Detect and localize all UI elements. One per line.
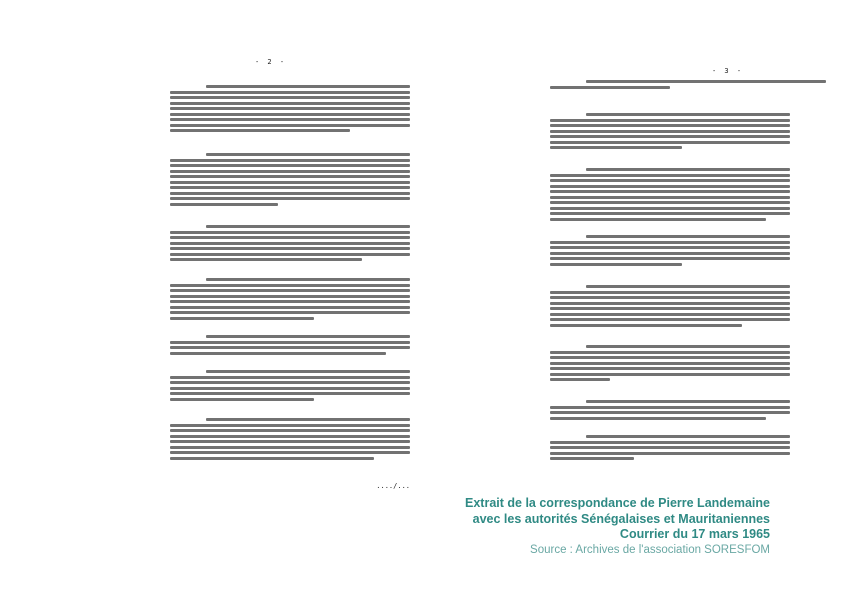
text-line xyxy=(170,247,410,250)
text-line xyxy=(550,252,790,255)
text-line xyxy=(550,146,682,149)
text-line xyxy=(170,311,410,314)
paragraph xyxy=(170,278,410,320)
text-line xyxy=(170,306,410,309)
paragraph xyxy=(550,80,790,89)
text-line xyxy=(550,417,766,420)
text-line xyxy=(170,317,314,320)
text-line xyxy=(170,181,410,184)
text-line xyxy=(550,130,790,133)
paragraph xyxy=(170,85,410,132)
text-line xyxy=(206,418,410,421)
text-line xyxy=(550,373,790,376)
text-line xyxy=(170,102,410,105)
text-line xyxy=(170,159,410,162)
text-line xyxy=(550,263,682,266)
caption-title-line-1: Extrait de la correspondance de Pierre Landemaine xyxy=(465,496,770,510)
text-line xyxy=(170,175,410,178)
text-line xyxy=(550,185,790,188)
text-line xyxy=(550,135,790,138)
text-line xyxy=(550,86,670,89)
text-line xyxy=(550,367,790,370)
text-line xyxy=(550,196,790,199)
text-line xyxy=(206,153,410,156)
text-line xyxy=(550,257,790,260)
text-line xyxy=(586,168,790,171)
text-line xyxy=(550,212,790,215)
text-line xyxy=(170,107,410,110)
text-line xyxy=(170,231,410,234)
figure-caption xyxy=(465,496,770,558)
text-line xyxy=(170,197,410,200)
text-line xyxy=(170,446,410,449)
text-line xyxy=(206,278,410,281)
text-line xyxy=(550,124,790,127)
text-line xyxy=(170,346,410,349)
text-line xyxy=(550,446,790,449)
text-line xyxy=(206,85,410,88)
text-line xyxy=(170,440,410,443)
text-line xyxy=(170,387,410,390)
continuation-mark: ..../... xyxy=(376,482,410,490)
text-line xyxy=(170,300,410,303)
text-line xyxy=(550,406,790,409)
text-line xyxy=(170,352,386,355)
text-line xyxy=(170,236,410,239)
text-line xyxy=(550,457,634,460)
text-line xyxy=(550,411,790,414)
text-line xyxy=(550,201,790,204)
text-line xyxy=(550,174,790,177)
paragraph xyxy=(170,153,410,206)
text-line xyxy=(170,435,410,438)
paragraph xyxy=(550,168,790,221)
text-line xyxy=(550,356,790,359)
text-line xyxy=(550,218,766,221)
text-line xyxy=(206,335,410,338)
caption-date: Courrier du 17 mars 1965 xyxy=(619,527,770,541)
caption-title-line-2: avec les autorités Sénégalaises et Mauritaniennes xyxy=(472,511,770,526)
text-line xyxy=(206,370,410,373)
text-line xyxy=(550,318,790,321)
paragraph xyxy=(550,400,790,420)
text-line xyxy=(170,284,410,287)
text-line xyxy=(170,118,410,121)
text-line xyxy=(170,170,410,173)
text-line xyxy=(550,291,790,294)
text-line xyxy=(550,324,742,327)
text-line xyxy=(170,457,374,460)
text-line xyxy=(206,225,410,228)
text-line xyxy=(170,186,410,189)
text-line xyxy=(170,341,410,344)
text-line xyxy=(550,241,790,244)
paragraph xyxy=(550,113,790,149)
text-line xyxy=(170,192,410,195)
text-line xyxy=(170,96,410,99)
text-line xyxy=(170,253,410,256)
text-line xyxy=(586,113,790,116)
text-line xyxy=(586,285,790,288)
text-line xyxy=(170,124,410,127)
letter-page-2 xyxy=(170,0,410,500)
text-line xyxy=(550,246,790,249)
text-line xyxy=(586,80,826,83)
text-line xyxy=(550,351,790,354)
text-line xyxy=(586,435,790,438)
text-line xyxy=(170,129,350,132)
text-line xyxy=(550,362,790,365)
text-line xyxy=(550,452,790,455)
text-line xyxy=(170,91,410,94)
text-line xyxy=(550,190,790,193)
letter-page-3 xyxy=(550,0,790,500)
text-line xyxy=(170,258,362,261)
paragraph xyxy=(170,225,410,261)
paragraph xyxy=(550,235,790,266)
text-line xyxy=(170,164,410,167)
caption-source: Source : Archives de l'association SORESFOM xyxy=(530,543,770,556)
page-number: - 2 - xyxy=(255,58,287,66)
text-line xyxy=(170,376,410,379)
text-line xyxy=(586,235,790,238)
paragraph xyxy=(170,335,410,355)
paragraph xyxy=(550,285,790,327)
text-line xyxy=(550,207,790,210)
paragraph xyxy=(550,345,790,381)
text-line xyxy=(170,113,410,116)
page-number: - 3 - xyxy=(712,67,744,75)
paragraph xyxy=(550,435,790,460)
text-line xyxy=(586,400,790,403)
text-line xyxy=(170,451,410,454)
text-line xyxy=(170,392,410,395)
text-line xyxy=(170,429,410,432)
text-line xyxy=(170,289,410,292)
text-line xyxy=(550,296,790,299)
paragraph xyxy=(170,418,410,460)
paragraph xyxy=(170,370,410,401)
text-line xyxy=(170,203,278,206)
text-line xyxy=(550,307,790,310)
text-line xyxy=(170,398,314,401)
text-line xyxy=(550,378,610,381)
text-line xyxy=(170,295,410,298)
text-line xyxy=(170,381,410,384)
text-line xyxy=(170,242,410,245)
text-line xyxy=(550,179,790,182)
text-line xyxy=(586,345,790,348)
text-line xyxy=(550,313,790,316)
text-line xyxy=(550,441,790,444)
text-line xyxy=(550,141,790,144)
text-line xyxy=(170,424,410,427)
text-line xyxy=(550,119,790,122)
text-line xyxy=(550,302,790,305)
